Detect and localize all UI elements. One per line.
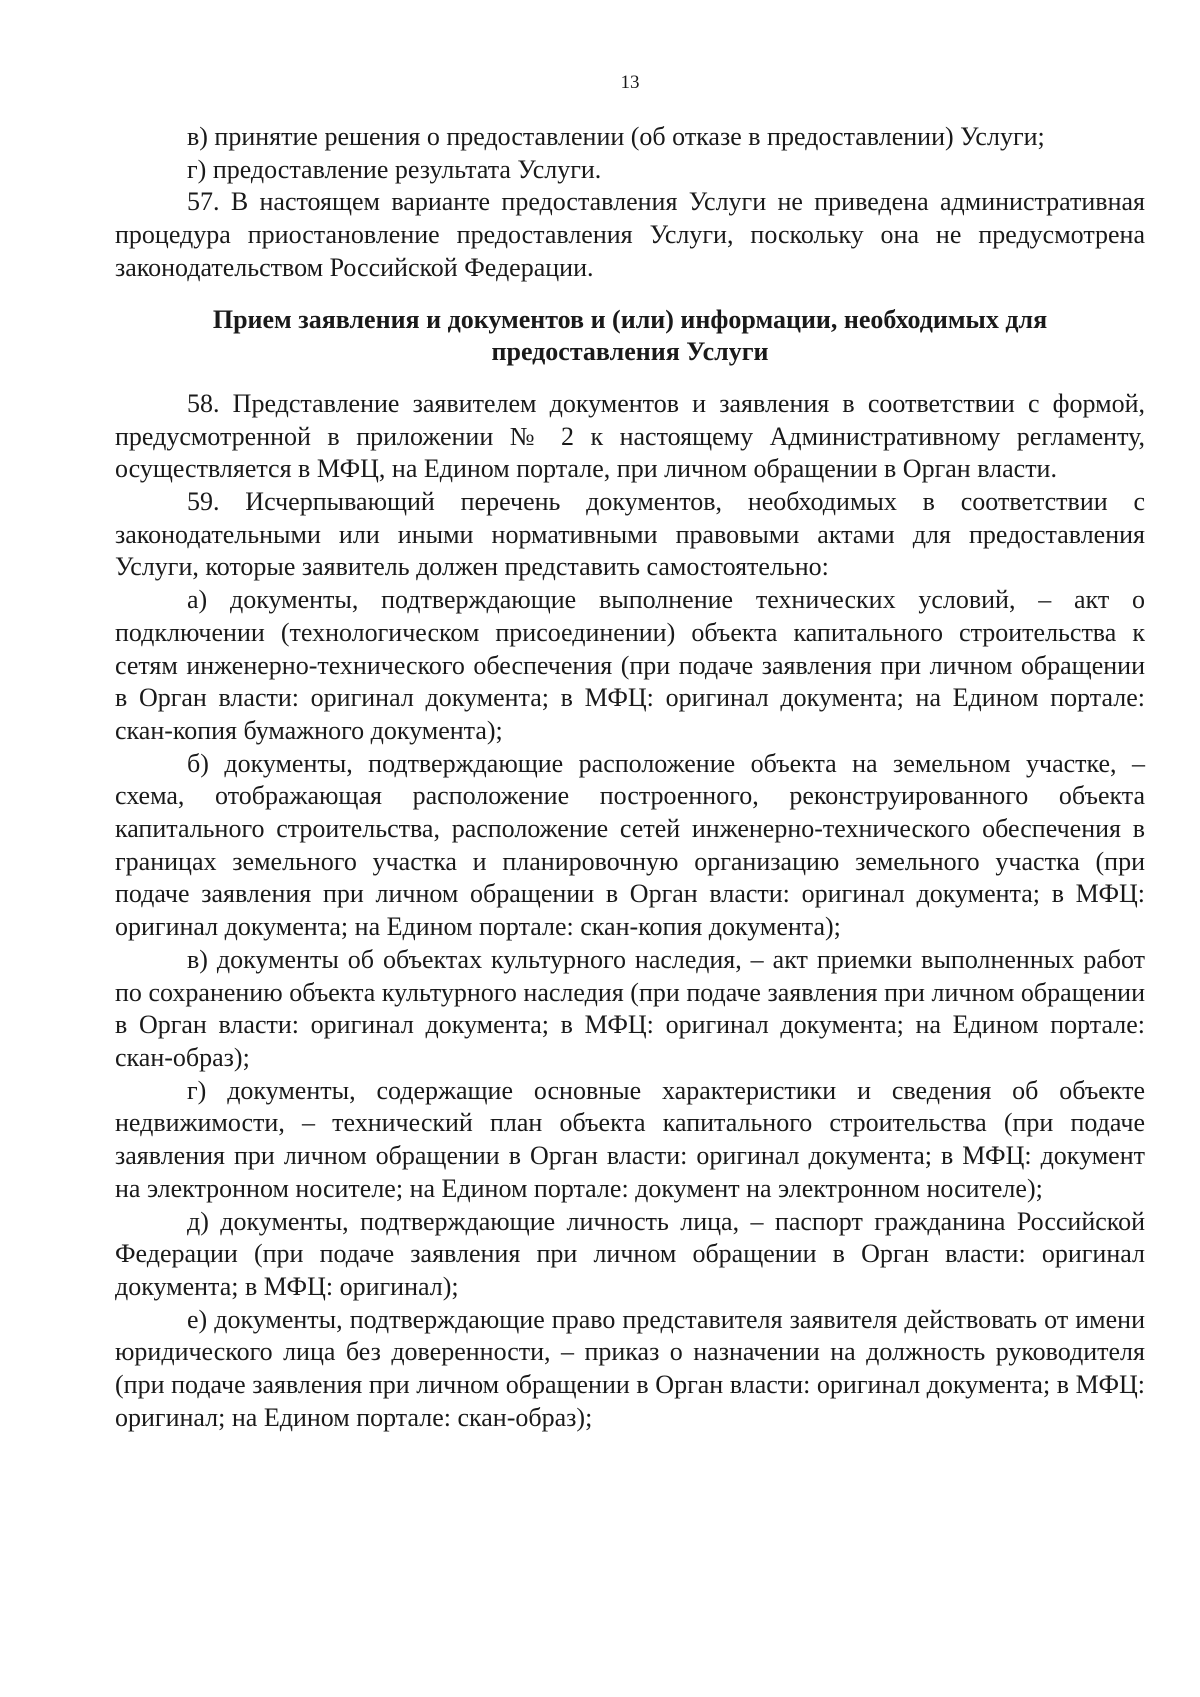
paragraph-59: 59. Исчерпывающий перечень документов, необходимых в соответствии с законодательными или иными нормативными правовыми актами для предоставления Услуги, которые заявитель должен представить самостоятельно: bbox=[115, 487, 1145, 582]
paragraph-58: 58. Представление заявителем документов и заявления в соответствии с формой, предусмотренной в приложении № 2 к настоящему Административному регламенту, осуществляется в МФЦ, на Едином портале, при личном обращении в Орган власти. bbox=[115, 388, 1145, 484]
document-body bbox=[115, 121, 1145, 1434]
paragraph-item-g: г) предоставление результата Услуги. bbox=[187, 154, 602, 184]
list-item-b: б) документы, подтверждающие расположение объекта на земельном участке, – схема, отображающая расположение построенного, реконструированного объекта капитального строительства, расположение сетей инженерно-технического обеспечения в границах земельного участка и планировочную организацию земельного участка (при подаче заявления при личном обращении в Орган власти: оригинал документа; в МФЦ: оригинал документа; на Едином портале: скан-копия документа); bbox=[115, 748, 1145, 942]
section-heading: Прием заявления и документов и (или) информации, необходимых для предоставления Услуги bbox=[212, 304, 1048, 367]
paragraph-57: 57. В настоящем варианте предоставления Услуги не приведена административная процедура приостановление предоставления Услуги, поскольку она не предусмотрена законодательством Российской Федерации. bbox=[115, 187, 1145, 282]
list-item-g: г) документы, содержащие основные характеристики и сведения об объекте недвижимости, – технический план объекта капитального строительства (при подаче заявления при личном обращении в Орган власти: оригинал документа; в МФЦ: документ на электронном носителе; на Едином портале: документ на электронном носителе); bbox=[115, 1075, 1145, 1203]
page-number: 13 bbox=[620, 72, 640, 93]
paragraph-item-v: в) принятие решения о предоставлении (об отказе в предоставлении) Услуги; bbox=[187, 122, 1045, 151]
list-item-e: е) документы, подтверждающие право представителя заявителя действовать от имени юридического лица без доверенности, – приказ о назначении на должность руководителя (при подаче заявления при личном обращении в Орган власти: оригинал документа; в МФЦ: оригинал; на Едином портале: скан-образ); bbox=[115, 1304, 1145, 1432]
list-item-d: д) документы, подтверждающие личность лица, – паспорт гражданина Российской Федерации (при подаче заявления при личном обращении в Орган власти: оригинал документа; в МФЦ: оригинал); bbox=[115, 1206, 1145, 1301]
list-item-v: в) документы об объектах культурного наследия, – акт приемки выполненных работ по сохранению объекта культурного наследия (при подаче заявления при личном обращении в Орган власти: оригинал документа; в МФЦ: оригинал документа; на Едином портале: скан-образ); bbox=[115, 944, 1145, 1072]
list-item-a: а) документы, подтверждающие выполнение технических условий, – акт о подключении (технологическом присоединении) объекта капитального строительства к сетям инженерно-технического обеспечения (при подаче заявления при личном обращении в Орган власти: оригинал документа; в МФЦ: оригинал документа; на Едином портале: скан-копия бумажного документа); bbox=[115, 585, 1145, 745]
